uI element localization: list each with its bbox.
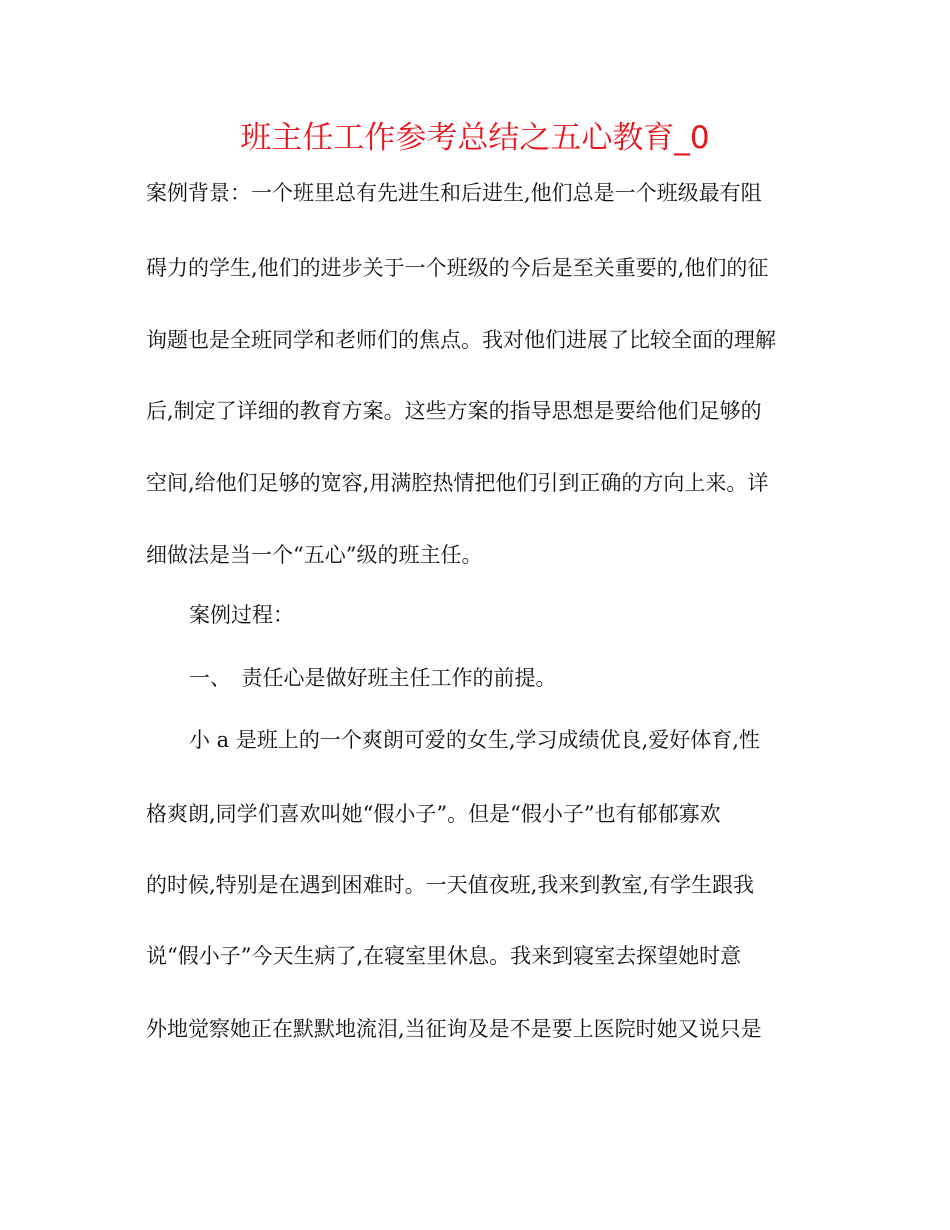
paragraph-line: 后,制定了详细的教育方案。这些方案的指导思想是要给他们足够的 bbox=[146, 399, 762, 423]
document-title: 班主任工作参考总结之五心教育_0 bbox=[240, 120, 710, 156]
section-heading: 一、 责任心是做好班主任工作的前提。 bbox=[189, 666, 557, 690]
paragraph-line: 询题也是全班同学和老师们的焦点。我对他们进展了比较全面的理解 bbox=[146, 328, 776, 352]
paragraph-line: 案例背景：一个班里总有先进生和后进生,他们总是一个班级最有阻 bbox=[146, 181, 762, 205]
paragraph-line: 空间,给他们足够的宽容,用满腔热情把他们引到正确的方向上来。详 bbox=[146, 471, 769, 495]
paragraph-line: 的时候,特别是在遇到困难时。一天值夜班,我来到教室,有学生跟我 bbox=[146, 873, 755, 897]
paragraph-line: 说“假小子”今天生病了,在寝室里休息。我来到寝室去探望她时意 bbox=[146, 944, 742, 968]
paragraph-line: 外地觉察她正在默默地流泪,当征询及是不是要上医院时她又说只是 bbox=[146, 1017, 762, 1041]
paragraph-line: 小 a 是班上的一个爽朗可爱的女生,学习成绩优良,爱好体育,性 bbox=[189, 728, 760, 752]
paragraph-line: 碍力的学生,他们的进步关于一个班级的今后是至关重要的,他们的征 bbox=[146, 256, 769, 280]
section-heading: 案例过程： bbox=[189, 603, 294, 627]
paragraph-line: 格爽朗,同学们喜欢叫她“假小子”。但是“假小子”也有郁郁寡欢 bbox=[146, 802, 721, 826]
paragraph-line: 细做法是当一个“五心”级的班主任。 bbox=[146, 543, 483, 567]
